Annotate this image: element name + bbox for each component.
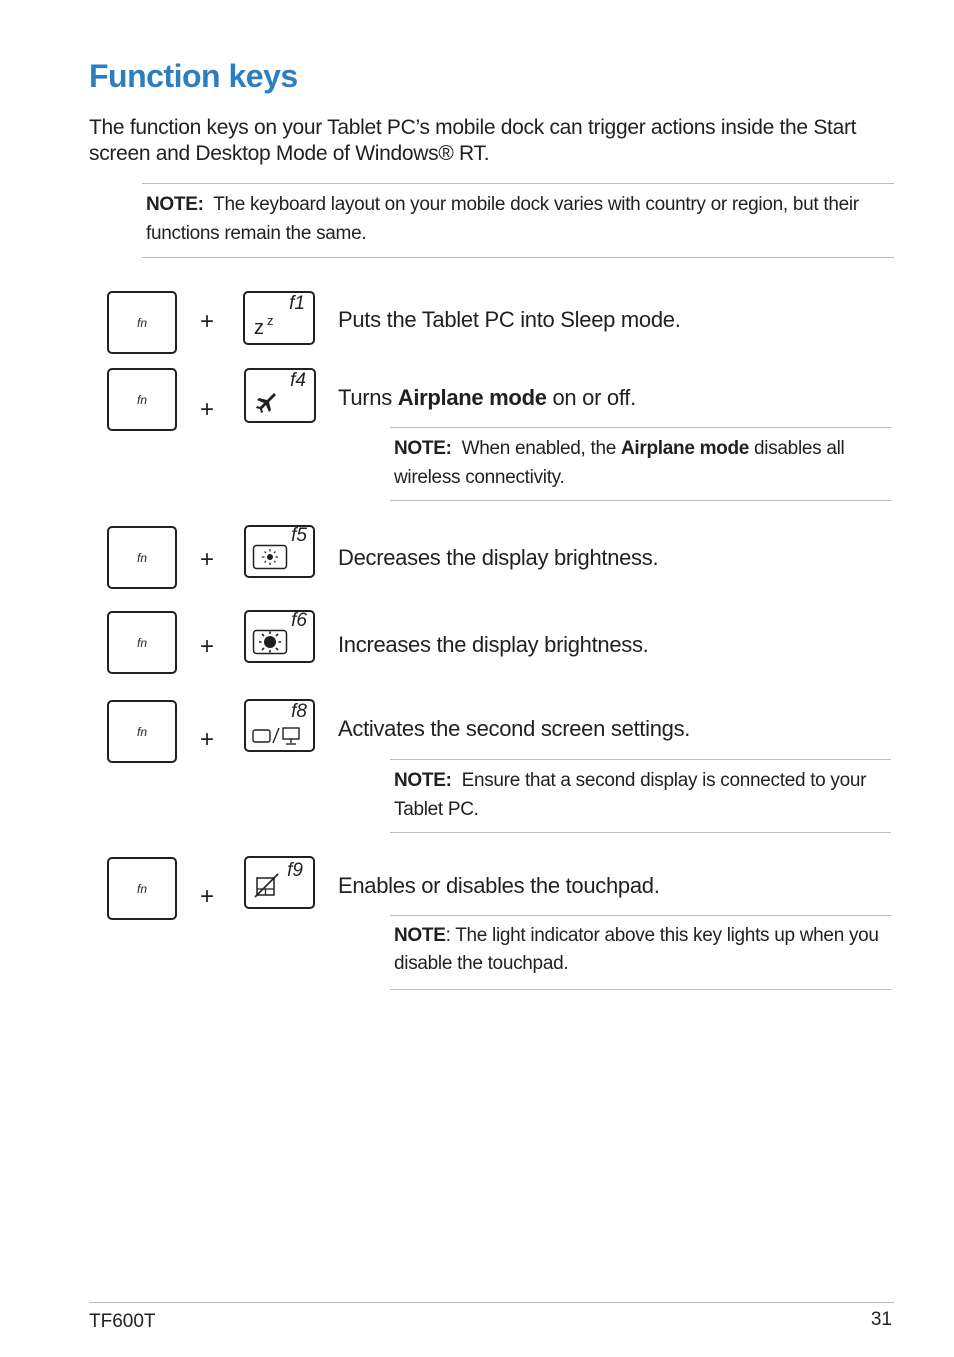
fn-key: [107, 611, 177, 674]
f6-key-label: f6: [291, 610, 307, 631]
note-text: The keyboard layout on your mobile dock varies with country or region, but their functions remain the same.: [146, 194, 859, 244]
fn-key: [107, 526, 177, 589]
f9-key: [244, 856, 315, 909]
note-text-post: disables all wireless connectivity.: [394, 438, 845, 488]
note-label: NOTE:: [394, 438, 452, 459]
note-label: NOTE:: [394, 770, 452, 791]
airplane-icon: [254, 389, 280, 415]
sleep-zz-icon: [253, 313, 279, 337]
note-label: NOTE: [394, 925, 446, 946]
note-airplane-mode: [390, 427, 891, 501]
fn-key-label: fn: [136, 635, 147, 650]
fn-key-label: fn: [136, 315, 147, 330]
footer-page-number: 31: [870, 1309, 892, 1330]
note-text: Ensure that a second display is connected to your Tablet PC.: [394, 770, 867, 820]
f5-key-label: f5: [291, 525, 307, 546]
fn-key-label: fn: [136, 724, 147, 739]
footer-divider: [89, 1302, 894, 1303]
note-touchpad-light: [390, 915, 891, 990]
note-text-bold: Airplane mode: [620, 438, 750, 459]
f4-description-post: on or off.: [546, 385, 636, 410]
fn-key-label: fn: [136, 881, 147, 896]
intro-paragraph: The function keys on your Tablet PC’s mobile dock can trigger actions inside the Start screen and Desktop Mode of Windows® RT.: [89, 116, 857, 165]
plus-sign: +: [200, 396, 215, 423]
f4-description-bold: Airplane mode: [397, 385, 547, 410]
svg-text:z: z: [254, 317, 264, 337]
note-keyboard-layout: [142, 183, 894, 258]
fn-key-label: fn: [136, 392, 147, 407]
f9-description: Enables or disables the touchpad.: [338, 873, 660, 898]
note-label: NOTE:: [146, 194, 204, 215]
note-text-pre: When enabled, the: [461, 438, 621, 459]
f8-key-label: f8: [291, 701, 307, 722]
f6-key: [244, 610, 315, 663]
f5-description: Decreases the display brightness.: [338, 545, 659, 570]
fn-key-label: fn: [136, 550, 147, 565]
fn-key: [107, 368, 177, 431]
fn-key: [107, 857, 177, 920]
note-text: : The light indicator above this key lights up when you disable the touchpad.: [394, 925, 879, 974]
brightness-up-icon: [252, 629, 288, 655]
f1-key: [243, 291, 315, 345]
plus-sign: +: [200, 883, 215, 910]
f8-key: [244, 699, 315, 752]
plus-sign: +: [200, 633, 215, 660]
f6-description: Increases the display brightness.: [338, 632, 649, 657]
f8-description: Activates the second screen settings.: [338, 716, 691, 741]
plus-sign: +: [200, 726, 215, 753]
f1-key-label: f1: [289, 293, 305, 314]
f4-key: [244, 368, 316, 423]
touchpad-toggle-icon: [254, 873, 280, 899]
f1-description: Puts the Tablet PC into Sleep mode.: [338, 307, 681, 332]
footer-model: TF600T: [89, 1311, 156, 1332]
f4-key-label: f4: [290, 370, 306, 391]
f4-description: [338, 385, 636, 411]
svg-text:z: z: [267, 313, 274, 328]
f9-key-label: f9: [287, 860, 303, 881]
fn-key: [107, 291, 177, 354]
note-second-display: [390, 759, 891, 833]
plus-sign: +: [200, 308, 215, 335]
page-title: Function keys: [89, 58, 298, 94]
plus-sign: +: [200, 546, 215, 573]
fn-key: [107, 700, 177, 763]
second-screen-icon: [252, 725, 302, 745]
brightness-down-icon: [252, 544, 288, 570]
f4-description-pre: Turns: [338, 385, 398, 410]
f5-key: [244, 525, 315, 578]
